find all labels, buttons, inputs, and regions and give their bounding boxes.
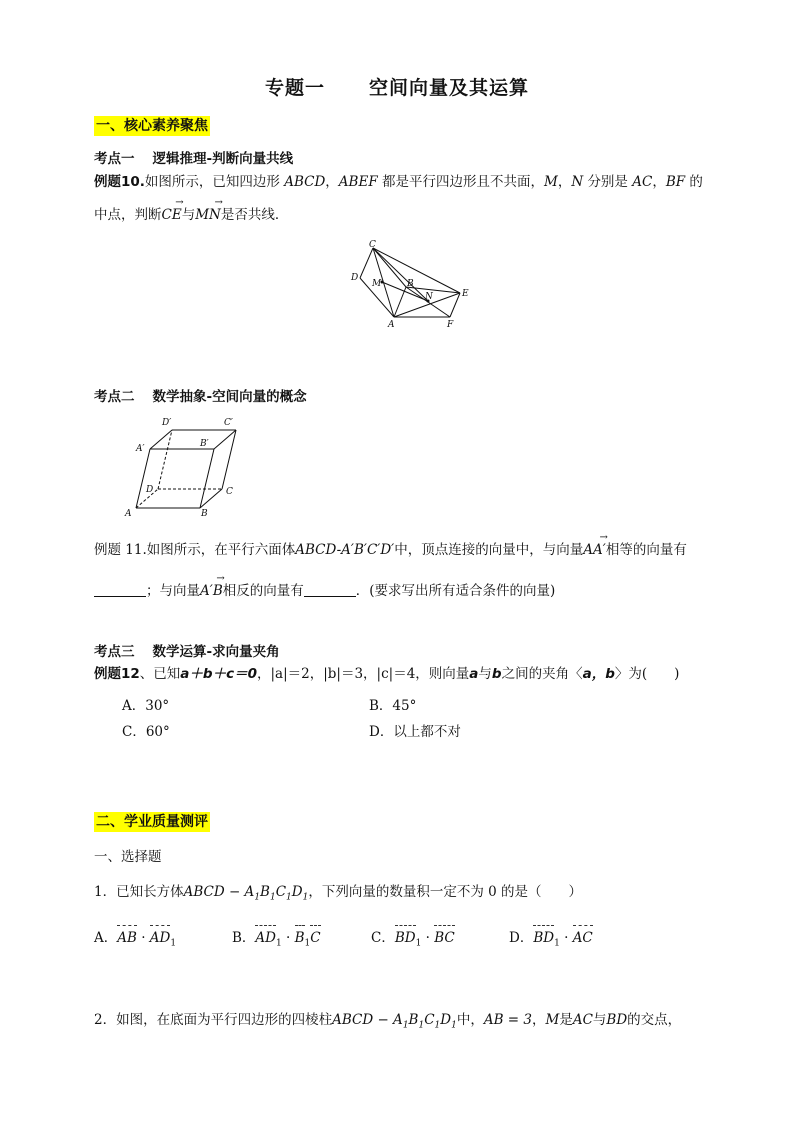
- vector-mn: → MN: [195, 205, 221, 225]
- label-a: A: [125, 509, 132, 519]
- option-a[interactable]: A．30°: [122, 698, 170, 714]
- subsection-choice: 一、选择题: [94, 849, 162, 865]
- label-n: N: [425, 292, 433, 302]
- example-10-line-1: 例题10.如图所示，已知四边形 ABCD，ABEF 都是平行四边形且不共面，M，N 分别是 AC，BF 的: [94, 174, 703, 190]
- vector-a-prime-b: → A′B: [200, 581, 223, 601]
- q1-option-b[interactable]: B．$AD_1 \cdot B_1C$: [232, 930, 321, 949]
- section-heading-2: 二、学业质量测评: [96, 814, 208, 830]
- example-10-line-2: 中点，判断→ CE与→ MN是否共线．: [94, 205, 288, 225]
- q1-option-d[interactable]: D．$BD_1$ · AC: [509, 930, 593, 949]
- option-b[interactable]: B．45°: [369, 698, 417, 714]
- label-e: E: [462, 289, 469, 299]
- question-1-stem: 1．已知长方体ABCD − $A_1B_1C_1D_1$，下列向量的数量积一定不为 0 的是（ ）: [94, 884, 583, 903]
- vector-aa-prime: → AA′: [583, 540, 606, 560]
- section-heading-1: 一、核心素养聚焦: [96, 118, 208, 134]
- label-c-prime: C′: [224, 418, 233, 428]
- example-11-line-1: 例题 11.如图所示，在平行六面体ABCD-A′B′C′D′中，顶点连接的向量中，与向量→ AA′相等的向量有: [94, 540, 734, 560]
- example-11-line-2: ；与向量→ A′B相反的向量有 ．(要求写出所有适合条件的向量): [94, 581, 734, 601]
- label-a-prime: A′: [136, 444, 145, 454]
- blank-2: [304, 582, 356, 597]
- label-m: M: [372, 279, 382, 289]
- blank-1: [94, 582, 146, 597]
- label-d: D: [351, 273, 359, 283]
- vector-ce: → CE: [162, 205, 182, 225]
- option-c[interactable]: C．60°: [122, 724, 170, 740]
- question-2-stem: 2．如图，在底面为平行四边形的四棱柱ABCD − $A_1B_1C_1D_1$中，AB = 3，M是AC与BD的交点，: [94, 1012, 682, 1031]
- figure-parallelepiped: [120, 412, 245, 522]
- kaodian-2-heading: 考点二 数学抽象-空间向量的概念: [94, 389, 307, 405]
- example-12-stem: 例题12、已知a＋b＋c＝0，|a|＝2，|b|＝3，|c|＝4，则向量a与b之间的夹角〈a，b〉为( ): [94, 666, 680, 682]
- figure-parallelograms: [346, 238, 480, 334]
- label-c: C: [369, 240, 376, 250]
- label-b: B: [201, 509, 208, 519]
- q1-option-c[interactable]: C．$BD_1$ · BC: [371, 930, 455, 949]
- label-d-prime: D′: [162, 418, 172, 428]
- label-b-prime: B′: [200, 439, 209, 449]
- kaodian-1-heading: 考点一 逻辑推理-判断向量共线: [94, 151, 294, 167]
- label-a: A: [388, 320, 395, 330]
- label-f: F: [447, 320, 454, 330]
- label-c: C: [226, 487, 233, 497]
- q1-option-a[interactable]: A．AB · $AD_1$: [94, 930, 177, 949]
- option-d[interactable]: D．以上都不对: [369, 724, 461, 740]
- label-b: B: [407, 279, 414, 289]
- label-d: D: [146, 485, 154, 495]
- kaodian-3-heading: 考点三 数学运算-求向量夹角: [94, 644, 280, 660]
- page-title: 专题一 空间向量及其运算: [264, 77, 530, 99]
